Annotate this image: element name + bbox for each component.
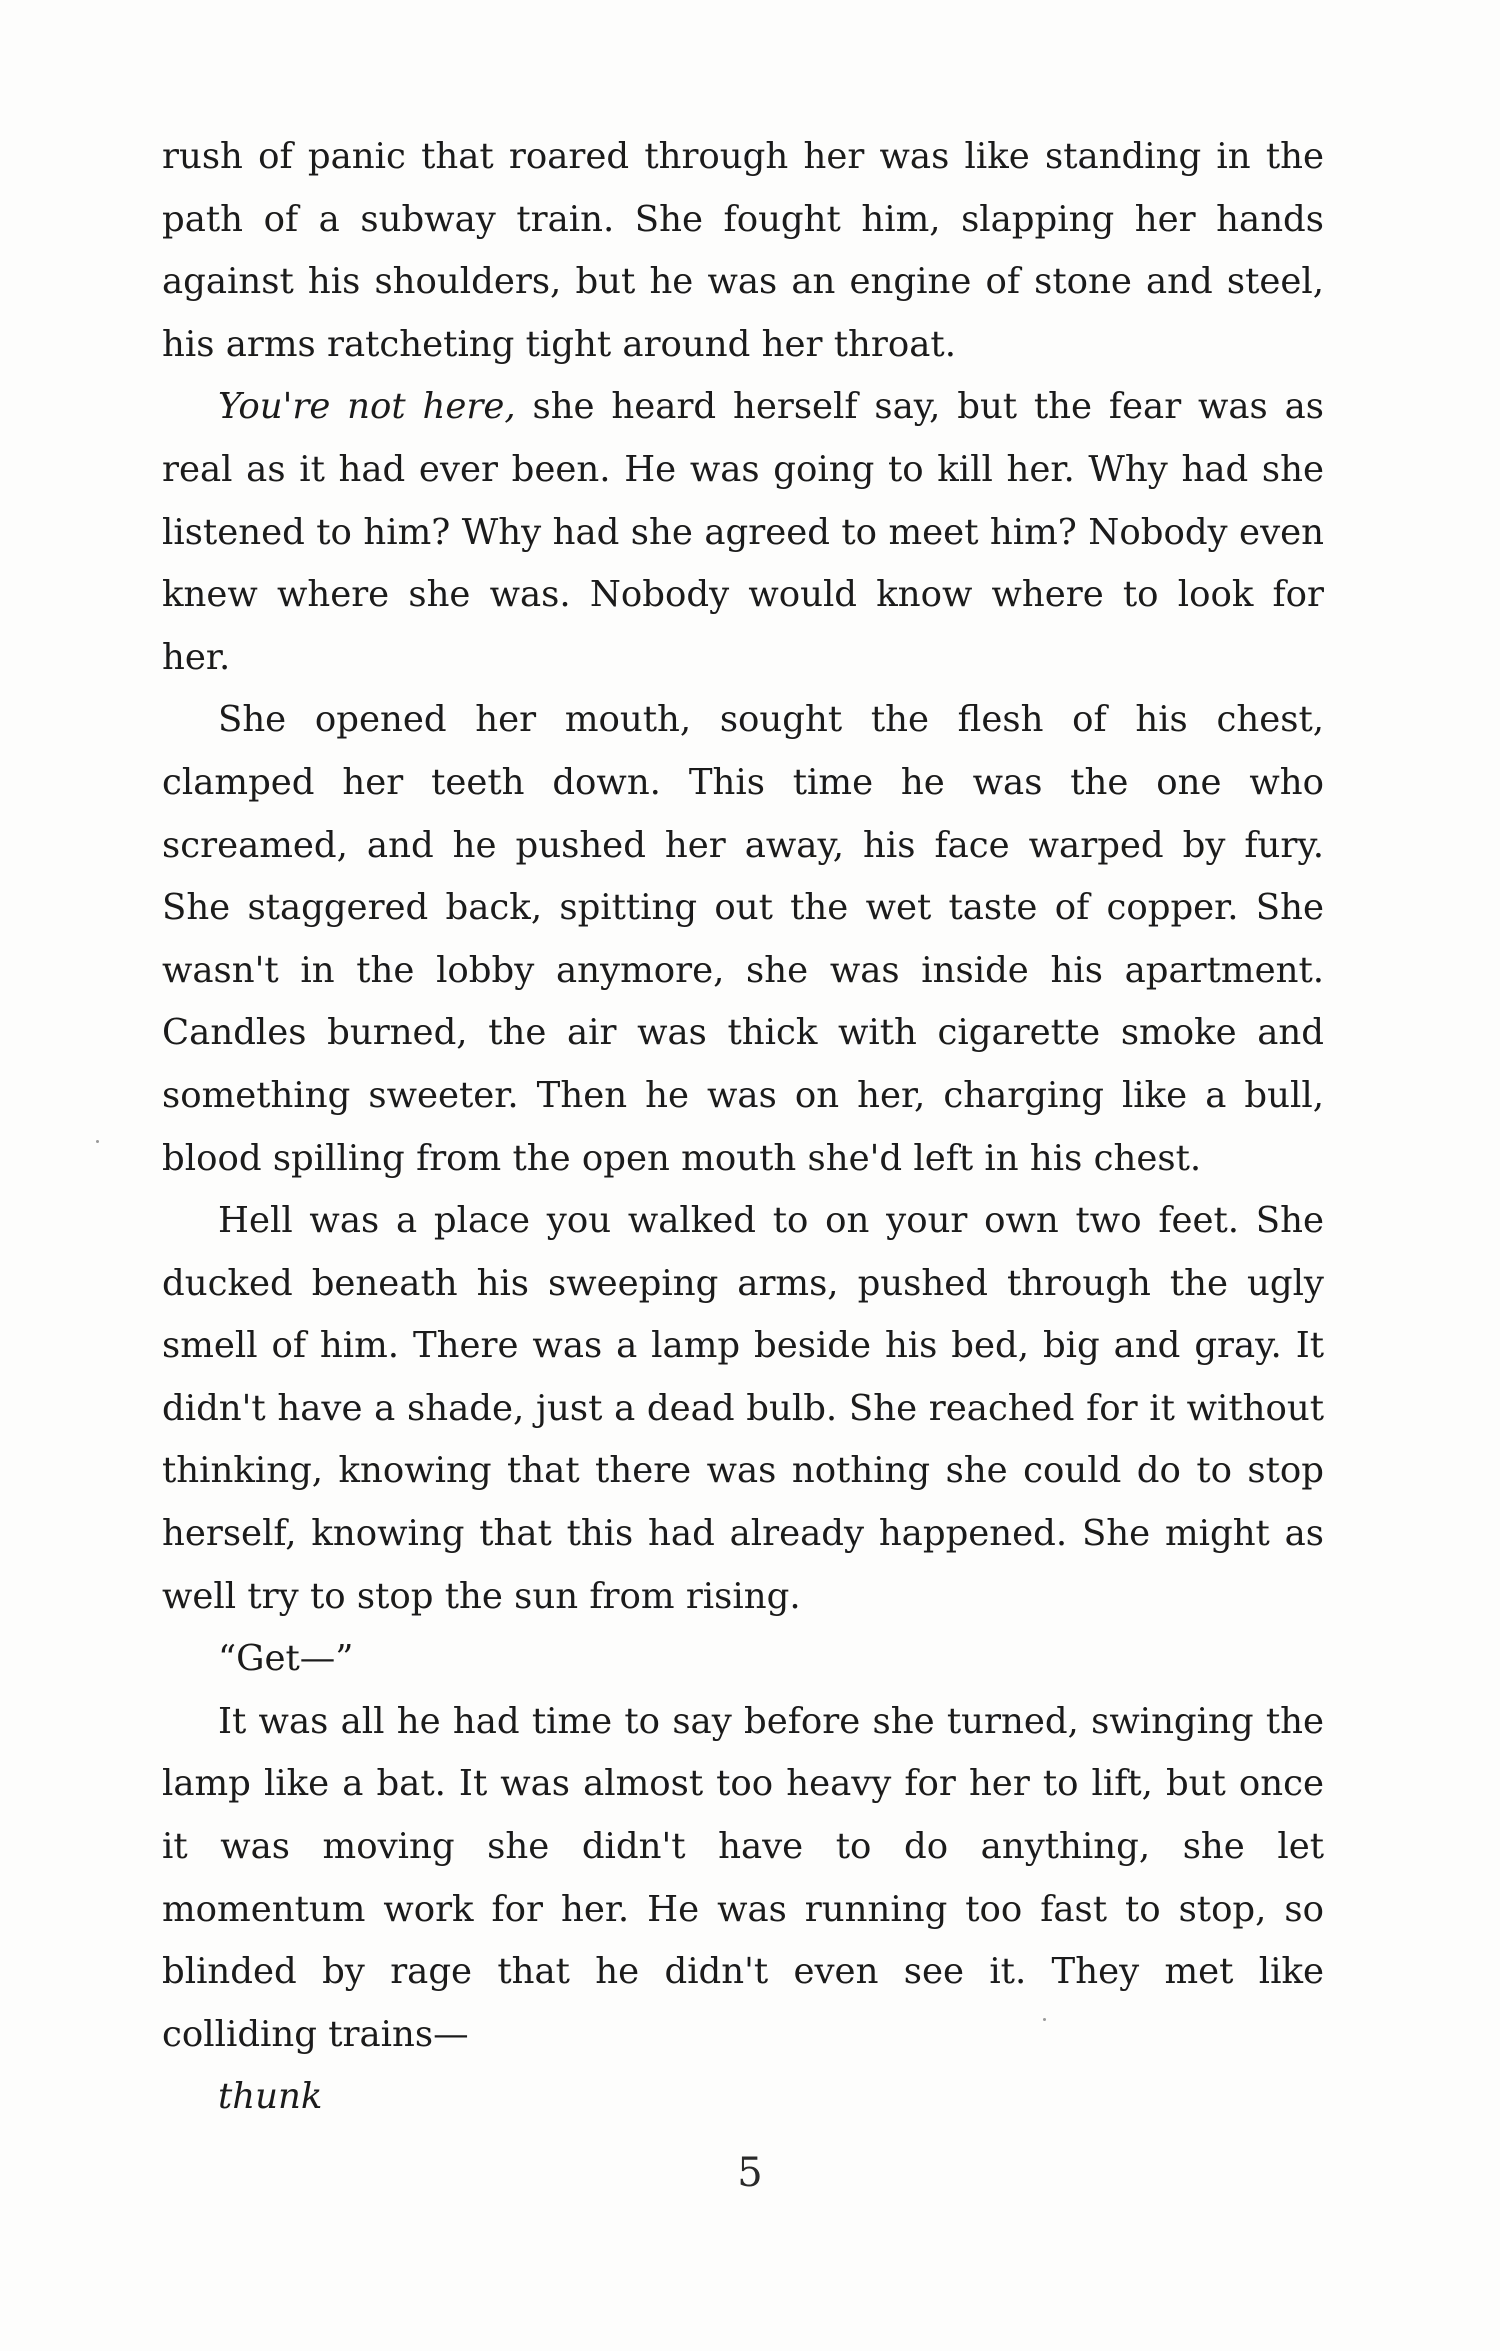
page-number: 5 [737, 2150, 763, 2196]
paragraph-1: rush of panic that roared through her was like standing in the path of a subway train. She fought him, slapping her hands against his shoulders, but he was an engine of stone and steel, his arms ratcheting tight around her throat. [162, 136, 1324, 365]
italic-lead: You're not here, [218, 386, 516, 428]
paragraph-6: It was all he had time to say before she turned, swinging the lamp like a bat. It was almost too heavy for her to lift, but once it was moving she didn't have to do anything, she let momentum work for her. He was running too fast to stop, so blinded by rage that he didn't even see it. They met like colliding trains— [162, 1700, 1324, 2055]
paragraph-2: You're not here, she heard herself say, but the fear was as real as it had ever been. He was going to kill her. Why had she listened to him? Why had she agreed to meet him? Nobody even knew where she was. Nobody would know where to look for her. [162, 386, 1324, 678]
body-text [162, 126, 1324, 2129]
paper-speck [96, 1140, 99, 1143]
paper-speck [1043, 2018, 1046, 2021]
paragraph-4: Hell was a place you walked to on your own two feet. She ducked beneath his sweeping arms, pushed through the ugly smell of him. There was a lamp beside his bed, big and gray. It didn't have a shade, just a dead bulb. She reached for it without thinking, knowing that there was nothing she could do to stop herself, knowing that this had already happened. She might as well try to stop the sun from rising. [162, 1200, 1324, 1617]
paragraph-5-dialogue: “Get—” [218, 1638, 354, 1680]
paragraph-7-sound: thunk [218, 2076, 323, 2118]
paragraph-3: She opened her mouth, sought the flesh of his chest, clamped her teeth down. This time he was the one who screamed, and he pushed her away, his face warped by fury. She staggered back, spitting out the wet taste of copper. She wasn't in the lobby anymore, she was inside his apartment. Candles burned, the air was thick with cigarette smoke and something sweeter. Then he was on her, charging like a bull, blood spilling from the open mouth she'd left in his chest. [162, 699, 1324, 1179]
